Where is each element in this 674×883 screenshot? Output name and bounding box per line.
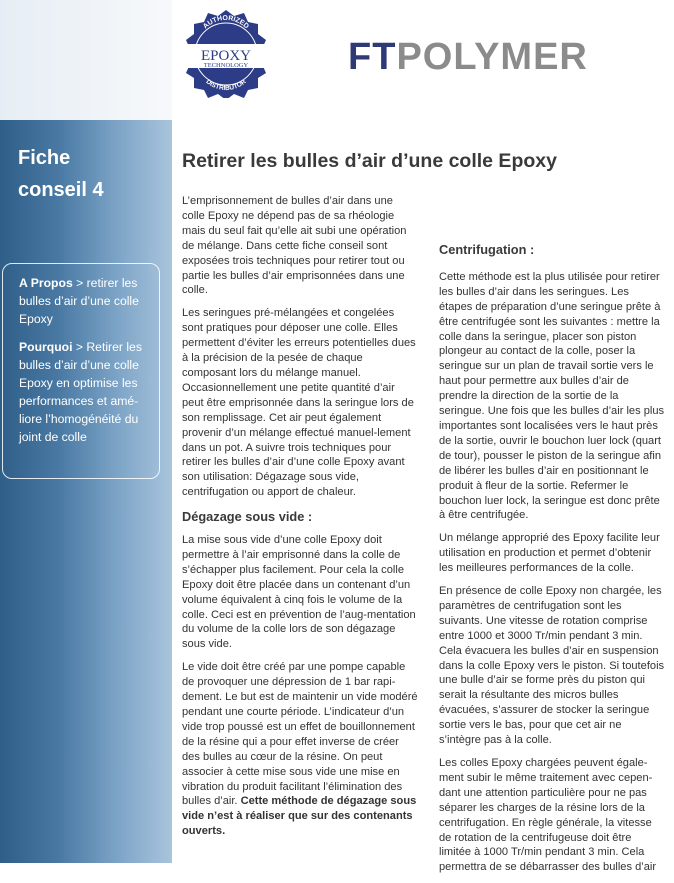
badge-sub-text: TECHNOLOGY (203, 62, 249, 69)
degazage-paragraph-2 (182, 660, 418, 839)
centrifugation-paragraph-1: Cette méthode est la plus utilisée pour retirer les bulles d’air dans les seringues. Les étapes de préparation d’une seringue prête à être centrifugée sont les suivantes : mettre la colle dans la seringue, placer son piston plongeur au contact de la colle, poser la seringue sur un plan de travail sortie vers le haut pour permettre aux bulles d’air de prendre la direction de la sortie de la seringue. Une fois que les bulles d’air les plus importantes sont localisées vers le haut près de la sortie, ouvrir le bouchon luer lock (quart de tour), pousser le piston de la seringue afin de libérer les bulles d’air en positionnant le produit à fleur de la sortie. Refermer le bouchon luer lock, la seringue est donc prête à être centrifugée. (439, 270, 665, 522)
pourquoi-text: > Retirer les bulles d’air d’une colle Epoxy en optimise les performances et amé-liore l’homogénéité du joint de colle (19, 340, 142, 444)
info-box (2, 263, 160, 479)
badge-top-text: AUTHORIZED (202, 14, 250, 31)
seringues-paragraph: Les seringues pré-mélangées et congelées sont pratiques pour déposer une colle. Elles permettent d’éviter les erreurs potentielles dues à la précision de la pesée de chaque composant lors du mélange manuel. Occasionnellement une petite quantité d’air peut être emprisonnée dans la seringue lors de son remplissage. Cet air peut également provenir d’un mélange effectué manuel-lement dans un pot. A suivre trois techniques pour retirer les bulles d’air d’une colle Epoxy avant son utilisation: Dégazage sous vide, centrifugation ou apport de chaleur. (182, 307, 416, 499)
centrifugation-paragraph-2: Un mélange approprié des Epoxy facilite leur utilisation en production et permet d’obtenir les meilleures performances de la colle. (439, 532, 660, 575)
badge-name-text: EPOXY (200, 48, 252, 64)
fiche-title-line2: conseil 4 (18, 179, 104, 201)
degazage-paragraph-2-text: Le vide doit être créé par une pompe capable de provoquer une dépression de 1 bar rapi-dement. Le but est de maintenir un vide modéré pendant une courte période. L’indicateur d’un vide trop poussé est un effet de bouillonnement de la résine qui a pour effet inverse de créer des bulles au cœur de la résine. On peut associer à cette mise sous vide une mise en vibration du produit facilitant l’élimination des bulles d’air. (182, 661, 418, 808)
ftpolymer-logo (348, 36, 588, 79)
epoxy-technology-badge-logo (178, 8, 274, 98)
pourquoi-label: Pourquoi (19, 340, 73, 354)
pourquoi-paragraph (19, 338, 149, 446)
centrifugation-paragraph-4: Les colles Epoxy chargées peuvent égale-ment subir le même traitement avec cepen-dant une attention particulière pour ne pas séparer les charges de la résine lors de la centrifugation. En règle générale, la vitesse de rotation de la centrifugeuse doit être limitée à 1000 Tr/min pendant 3 min. Cela permettra de se débarrasser des bulles d’air (439, 757, 657, 874)
intro-paragraph: L’emprisonnement de bulles d’air dans une colle Epoxy ne dépend pas de sa rhéologie mais du seul fait qu’elle ait subi une opération de mélange. Dans cette fiche conseil sont exposées trois techniques pour retirer tout ou partie les bulles d’air emprisonnées dans une colle. (182, 195, 407, 297)
apropos-paragraph (19, 274, 149, 328)
apropos-label: A Propos (19, 276, 73, 290)
column-left (182, 194, 418, 847)
column-right (439, 243, 665, 883)
fiche-title (18, 142, 138, 206)
brand-ft: FT (348, 36, 397, 78)
document-title: Retirer les bulles d’air d’une colle Epoxy (182, 150, 557, 172)
centrifugation-paragraph-3: En présence de colle Epoxy non chargée, les paramètres de centrifugation sont les suivants. Une vitesse de rotation comprise entre 1000 et 3000 Tr/min pendant 3 min. Cela évacuera les bulles d’air en suspension dans la colle Epoxy vers le piston. Si toutefois une bulle d’air se forme près du piston qui serait la résultante des micros bulles évacuées, s’assurer de stocker la seringue sortie vers le bas, pour que cet air ne s’intègre pas à la colle. (439, 585, 665, 747)
degazage-paragraph-1: La mise sous vide d’une colle Epoxy doit permettre à l’air emprisonné dans la colle de s’échapper plus facilement. Pour cela la colle Epoxy doit être placée dans un contenant d’un volume équivalent à cinq fois le volume de la colle. Ceci est en prévention de l’aug-mentation du volume de la colle lors de son dégazage sous vide. (182, 534, 416, 651)
apropos-text: > retirer les bulles d’air d’une colle Epoxy (19, 276, 139, 326)
badge-bottom-text: DISTRIBUTOR (204, 78, 248, 93)
degazage-heading: Dégazage sous vide : (182, 509, 313, 525)
sidebar (0, 0, 172, 863)
fiche-title-line1: Fiche (18, 147, 71, 169)
centrifugation-heading: Centrifugation : (439, 242, 535, 257)
brand-polymer: POLYMER (396, 36, 588, 78)
sidebar-header-band (0, 0, 172, 120)
degazage-paragraph-2-bold: Cette méthode de dégazage sous vide n’est à réaliser que sur des contenants ouverts. (182, 795, 417, 838)
